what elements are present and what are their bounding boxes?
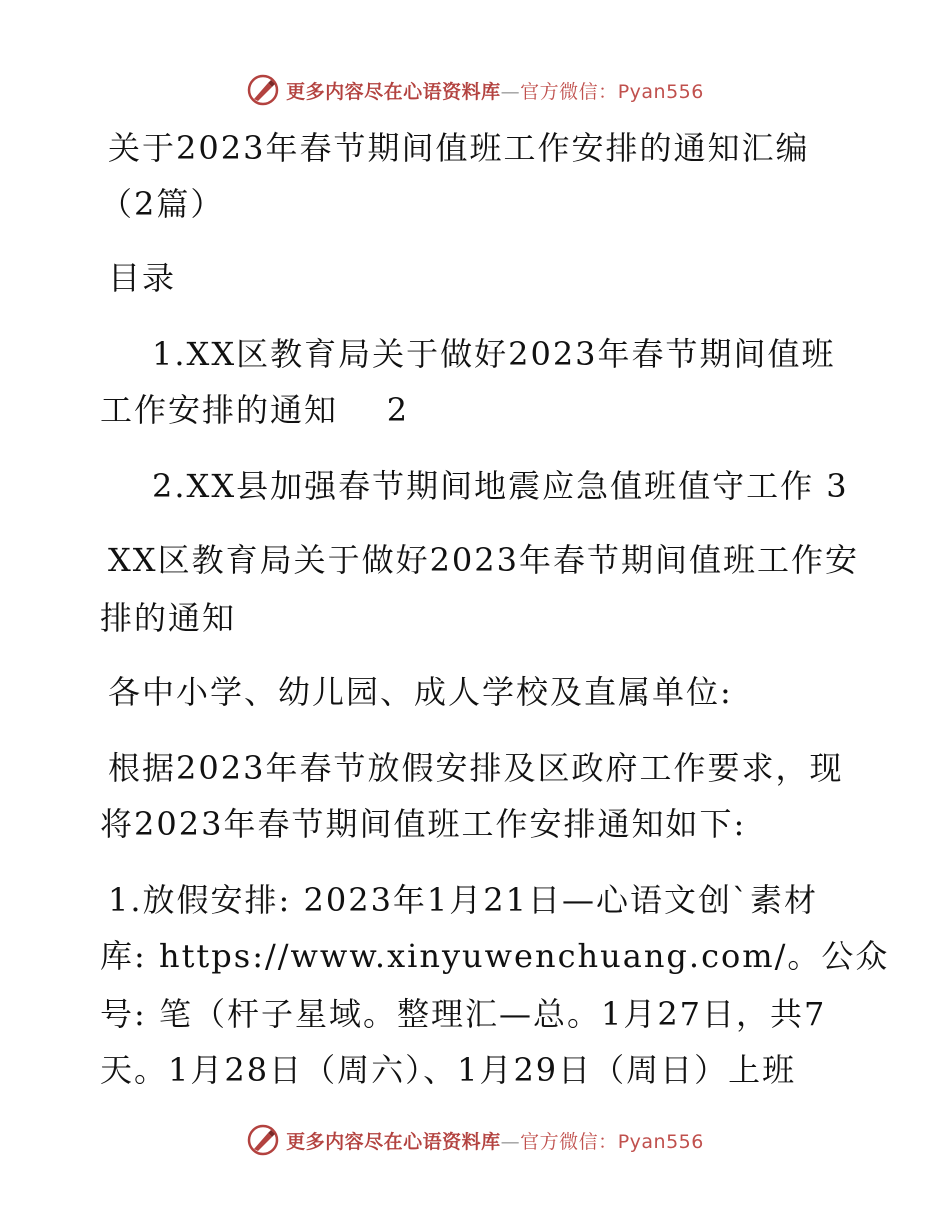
- addressee: 各中小学、幼儿园、成人学校及直属单位:: [108, 673, 733, 711]
- pen-logo-icon: [246, 1123, 280, 1157]
- toc-item-1-line2: 工作安排的通知 2: [100, 391, 410, 429]
- paragraph-1-line1: 根据2023年春节放假安排及区政府工作要求，现: [108, 749, 844, 787]
- toc-item-1-line1: 1.XX区教育局关于做好2023年春节期间值班: [152, 335, 836, 373]
- toc-heading: 目录: [108, 259, 177, 297]
- footer-watermark: [0, 1120, 950, 1160]
- paragraph-1-line2: 将2023年春节期间值班工作安排通知如下:: [100, 805, 747, 843]
- document-title-line1: 关于2023年春节期间值班工作安排的通知汇编: [108, 129, 810, 167]
- pen-logo-icon: [246, 73, 280, 107]
- paragraph-2-line2: 库: https://www.xinyuwenchuang.com/。公众: [100, 937, 890, 975]
- header-watermark: [0, 70, 950, 110]
- paragraph-2-line1: 1.放假安排: 2023年1月21日—心语文创`素材: [108, 881, 819, 919]
- watermark-text: 更多内容尽在心语资料库—官方微信：Pyan556: [286, 1130, 704, 1153]
- section-title-line2: 排的通知: [100, 599, 237, 637]
- watermark-text: 更多内容尽在心语资料库—官方微信：Pyan556: [286, 80, 704, 103]
- toc-item-2: 2.XX县加强春节期间地震应急值班值守工作 3: [152, 467, 849, 505]
- section-title-line1: XX区教育局关于做好2023年春节期间值班工作安: [108, 541, 860, 579]
- paragraph-2-line4: 天。1月28日（周六）、1月29日（周日）上班: [100, 1051, 797, 1089]
- paragraph-2-line3: 号: 笔（杆子星域。整理汇—总。1月27日，共7: [100, 995, 827, 1033]
- document-title-line2: （2篇）: [100, 185, 225, 223]
